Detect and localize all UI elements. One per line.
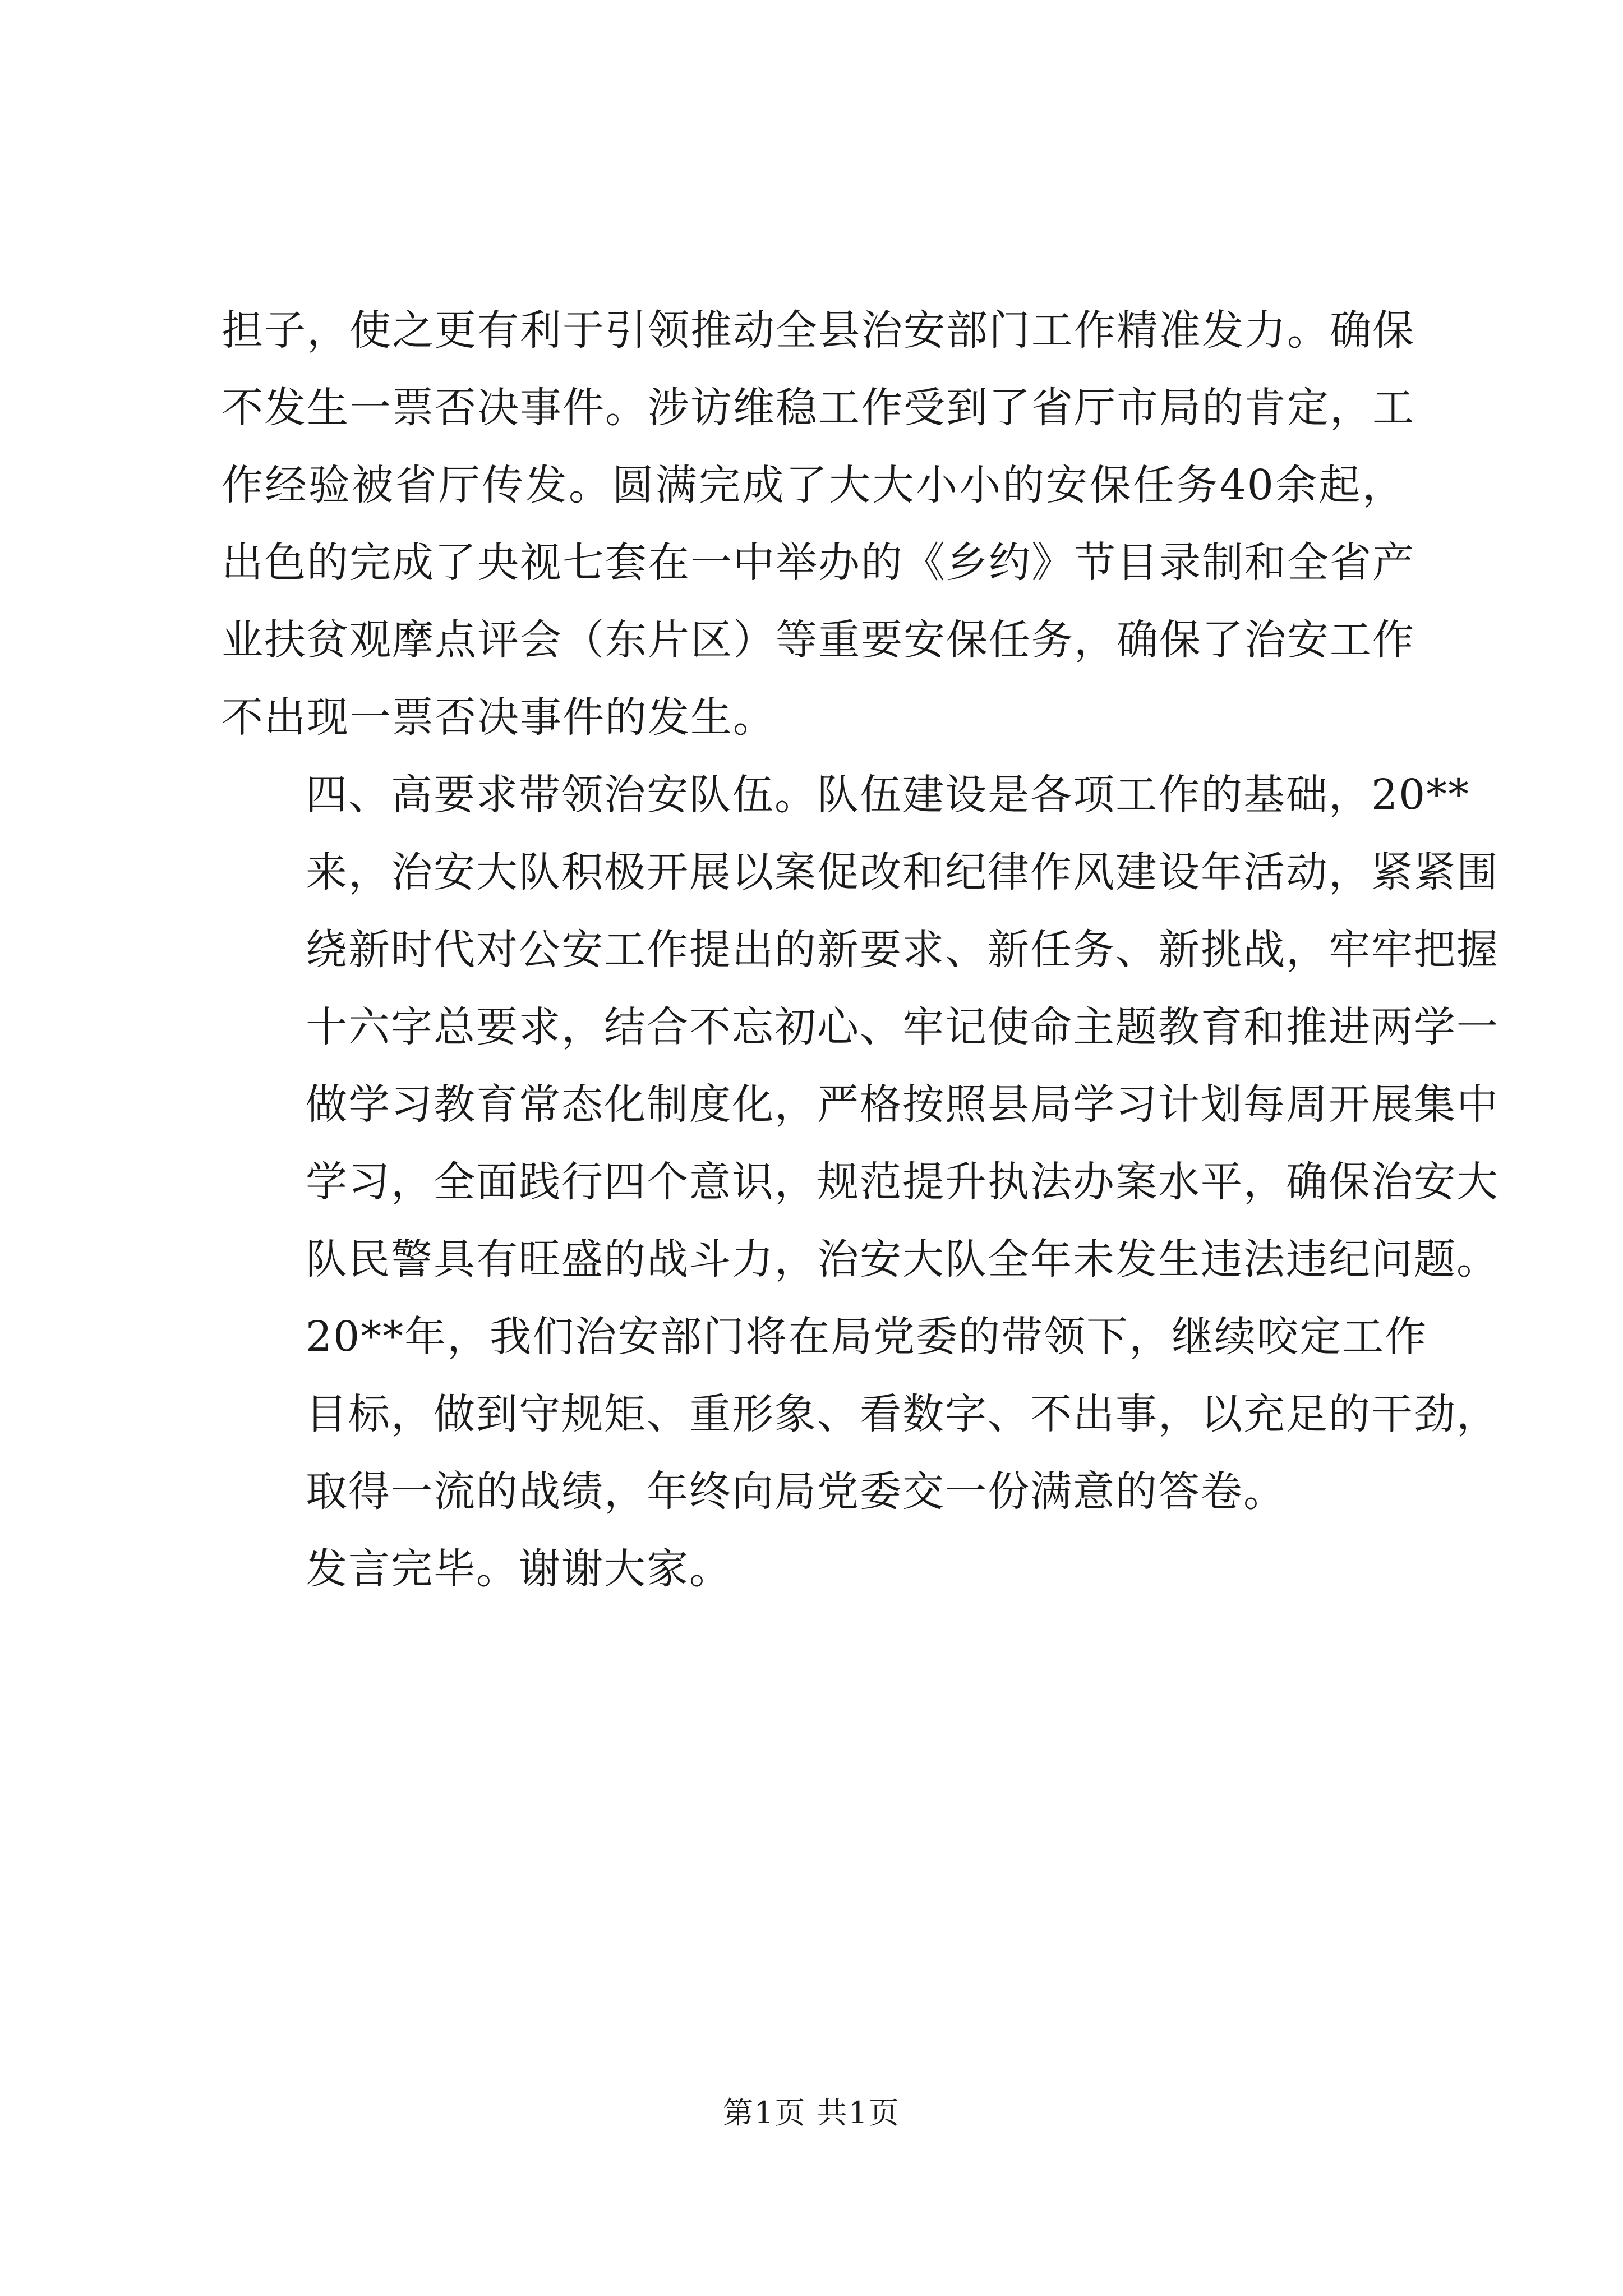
text-line: 做学习教育常态化制度化，严格按照县局学习计划每周开展集中 [306, 1080, 1499, 1129]
paragraph-closing [222, 1530, 1405, 1608]
text-line: 十六字总要求，结合不忘初心、牢记使命主题教育和推进两学一 [306, 1003, 1499, 1051]
text-line: 担子，使之更有利于引领推动全县治安部门工作精准发力。确保 [222, 306, 1415, 355]
text-line: 作经验被省厅传发。圆满完成了大大小小的安保任务40余起， [222, 461, 1405, 509]
text-line: 不出现一票否决事件的发生。 [222, 693, 776, 742]
paragraph-next-year-goals [222, 1298, 1499, 1530]
text-line: 四、高要求带领治安队伍。队伍建设是各项工作的基础，20** [306, 771, 1470, 819]
text-line: 出色的完成了央视七套在一中举办的《乡约》节目录制和全省产 [222, 539, 1415, 587]
text-line: 绕新时代对公安工作提出的新要求、新任务、新挑战，牢牢把握 [306, 926, 1499, 974]
paragraph-team-building [222, 756, 1499, 1298]
text-line: 来，治安大队积极开展以案促改和纪律作风建设年活动，紧紧围 [306, 848, 1499, 896]
text-line: 队民警具有旺盛的战斗力，治安大队全年未发生违法违纪问题。 [306, 1235, 1499, 1283]
text-line: 取得一流的战绩，年终向局党委交一份满意的答卷。 [306, 1467, 1286, 1516]
text-line: 不发生一票否决事件。涉访维稳工作受到了省厅市局的肯定，工 [222, 384, 1415, 432]
paragraph-security-tasks [222, 292, 1415, 756]
text-line: 业扶贫观摩点评会（东片区）等重要安保任务，确保了治安工作 [222, 616, 1415, 664]
text-line: 20**年，我们治安部门将在局党委的带领下，继续咬定工作 [306, 1313, 1428, 1361]
page-number-footer: 第1页 共1页 [723, 2095, 900, 2131]
text-line: 发言完毕。谢谢大家。 [306, 1545, 732, 1593]
document-body [222, 292, 1499, 1608]
text-line: 目标，做到守规矩、重形象、看数字、不出事，以充足的干劲， [306, 1390, 1499, 1438]
text-line: 学习，全面践行四个意识，规范提升执法办案水平，确保治安大 [306, 1158, 1499, 1206]
